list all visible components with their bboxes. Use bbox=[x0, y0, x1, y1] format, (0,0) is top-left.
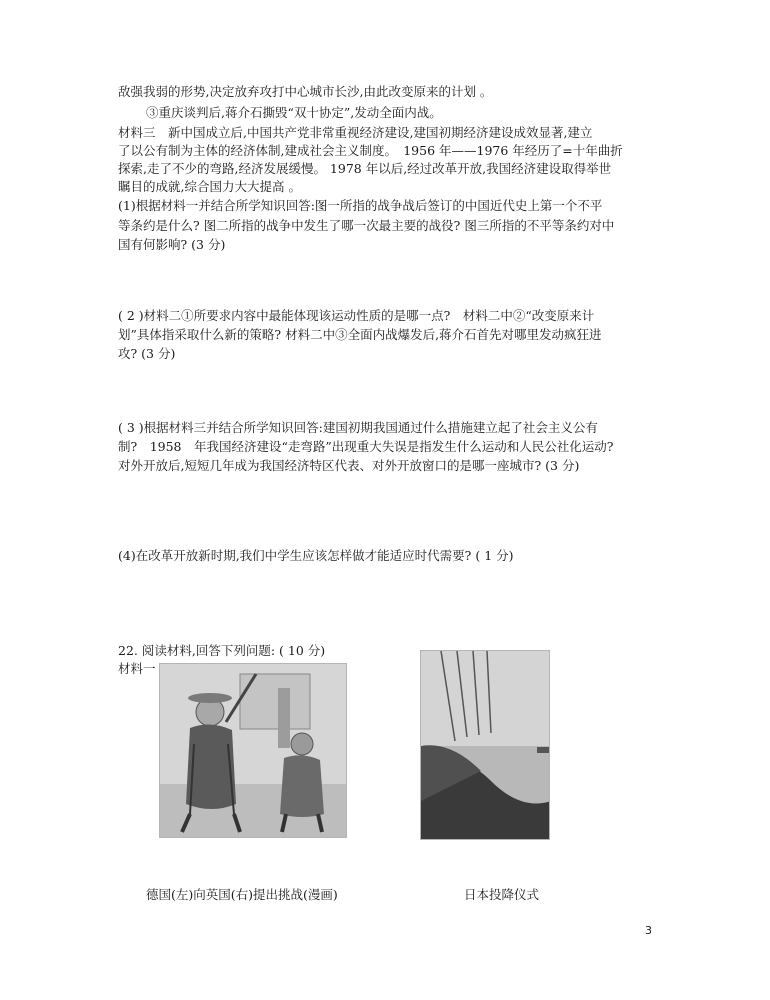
question-2-line-3: 攻? (3 分) bbox=[118, 346, 176, 361]
line-0: 敌强我弱的形势,决定放弃攻打中心城市长沙,由此改变原来的计划 。 bbox=[118, 84, 493, 99]
question-3-line-3: 对外开放后,短短几年成为我国经济特区代表、对外开放窗口的是哪一座城市? (3 分) bbox=[118, 458, 580, 473]
question-4: (4)在改革开放新时期,我们中学生应该怎样做才能适应时代需要? ( 1 分) bbox=[118, 548, 514, 563]
surrender-ceremony-photo bbox=[420, 650, 550, 840]
cartoon-image bbox=[159, 663, 347, 838]
line-4: 探索,走了不少的弯路,经济发展缓慢。 1978 年以后,经过改革开放,我国经济建设取得举世 bbox=[118, 161, 612, 176]
question-1-line-1: (1)根据材料一并结合所学知识回答:图一所指的战争战后签订的中国近代史上第一个不平 bbox=[118, 198, 603, 213]
material-1-label: 材料一 bbox=[118, 661, 156, 676]
question-3-line-1: ( 3 )根据材料三并结合所学知识回答:建国初期我国通过什么措施建立起了社会主义公有 bbox=[118, 420, 598, 435]
question-2-line-1: ( 2 )材料二①所要求内容中最能体现该运动性质的是哪一点? 材料二中②“改变原来计 bbox=[118, 308, 595, 323]
line-5: 瞩目的成就,综合国力大大提高 。 bbox=[118, 179, 301, 194]
right-image-caption: 日本投降仪式 bbox=[464, 887, 540, 902]
page-number: 3 bbox=[645, 924, 652, 937]
question-3-line-2: 制? 1958 年我国经济建设“走弯路”出现重大失误是指发生什么运动和人民公社化运动? bbox=[118, 439, 614, 454]
line-3: 了以公有制为主体的经济体制,建成社会主义制度。 1956 年——1976 年经历了=十年曲折 bbox=[118, 143, 623, 158]
line-2: 材料三 新中国成立后,中国共产党非常重视经济建设,建国初期经济建设成效显著,建立 bbox=[118, 125, 593, 140]
left-image-caption: 德国(左)向英国(右)提出挑战(漫画) bbox=[146, 887, 338, 902]
line-1: ③重庆谈判后,蒋介石撕毁“双十协定”,发动全面内战。 bbox=[146, 105, 442, 120]
question-22-heading: 22. 阅读材料,回答下列问题: ( 10 分) bbox=[118, 643, 326, 658]
question-2-line-2: 划”具体指采取什么新的策略? 材料二中③全面内战爆发后,蒋介石首先对哪里发动疯狂进 bbox=[118, 327, 602, 342]
question-1-line-2: 等条约是什么? 图二所指的战争中发生了哪一次最主要的战役? 图三所指的不平等条约对中 bbox=[118, 218, 615, 233]
question-1-line-3: 国有何影响? (3 分) bbox=[118, 237, 226, 252]
